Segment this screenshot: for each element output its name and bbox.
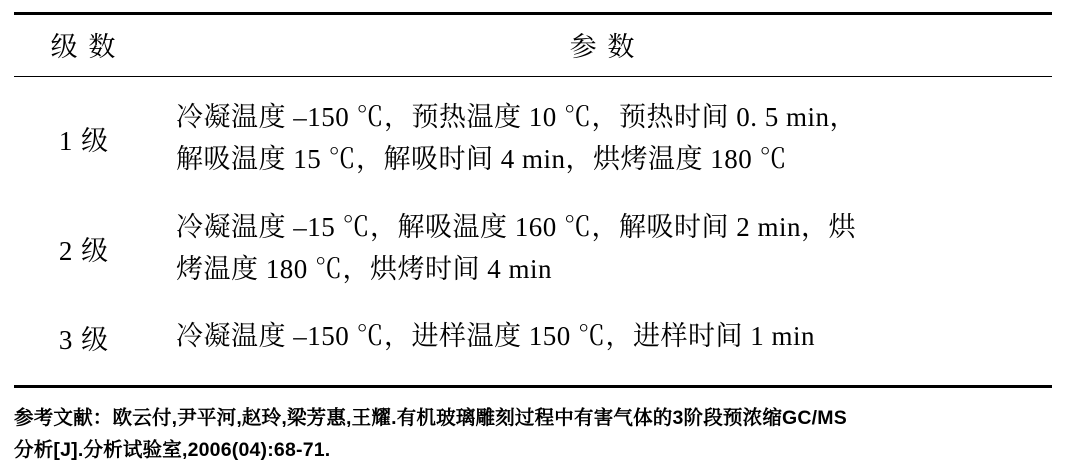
reference-line-1: 参考文献：欧云付,尹平河,赵玲,梁芳惠,王耀.有机玻璃雕刻过程中有害气体的3阶段预浓缩GC/MS [14,407,847,430]
param-line: 烤温度 180 ℃，烘烤时间 4 min [176,253,553,284]
column-header-parameters: 参 数 [154,14,1052,77]
row-params-3 [154,303,1052,371]
table-row [14,77,1052,194]
table-row [14,303,1052,371]
param-line: 冷凝温度 –15 ℃，解吸温度 160 ℃，解吸时间 2 min，烘 [176,211,857,242]
row-level-1: 1 级 [58,126,110,157]
reference-block [14,402,1044,466]
table-header-row [14,14,1052,77]
document-page [0,12,1066,462]
table-row [14,194,1052,304]
param-line: 冷凝温度 –150 ℃，预热温度 10 ℃，预热时间 0. 5 min， [176,102,858,132]
param-line: 冷凝温度 –150 ℃，进样温度 150 ℃，进样时间 1 min [176,321,816,352]
row-params-2 [154,194,1052,304]
row-params-1 [154,77,1052,194]
column-header-level: 级 数 [14,14,154,77]
row-level-2: 2 级 [58,236,110,267]
table-bottom-rule [14,385,1052,388]
row-level-3: 3 级 [58,324,110,355]
param-line: 解吸温度 15 ℃，解吸时间 4 min，烘烤温度 180 ℃ [176,143,788,174]
parameters-table [14,12,1052,371]
reference-line-2: 分析[J].分析试验室,2006(04):68-71. [14,439,331,462]
